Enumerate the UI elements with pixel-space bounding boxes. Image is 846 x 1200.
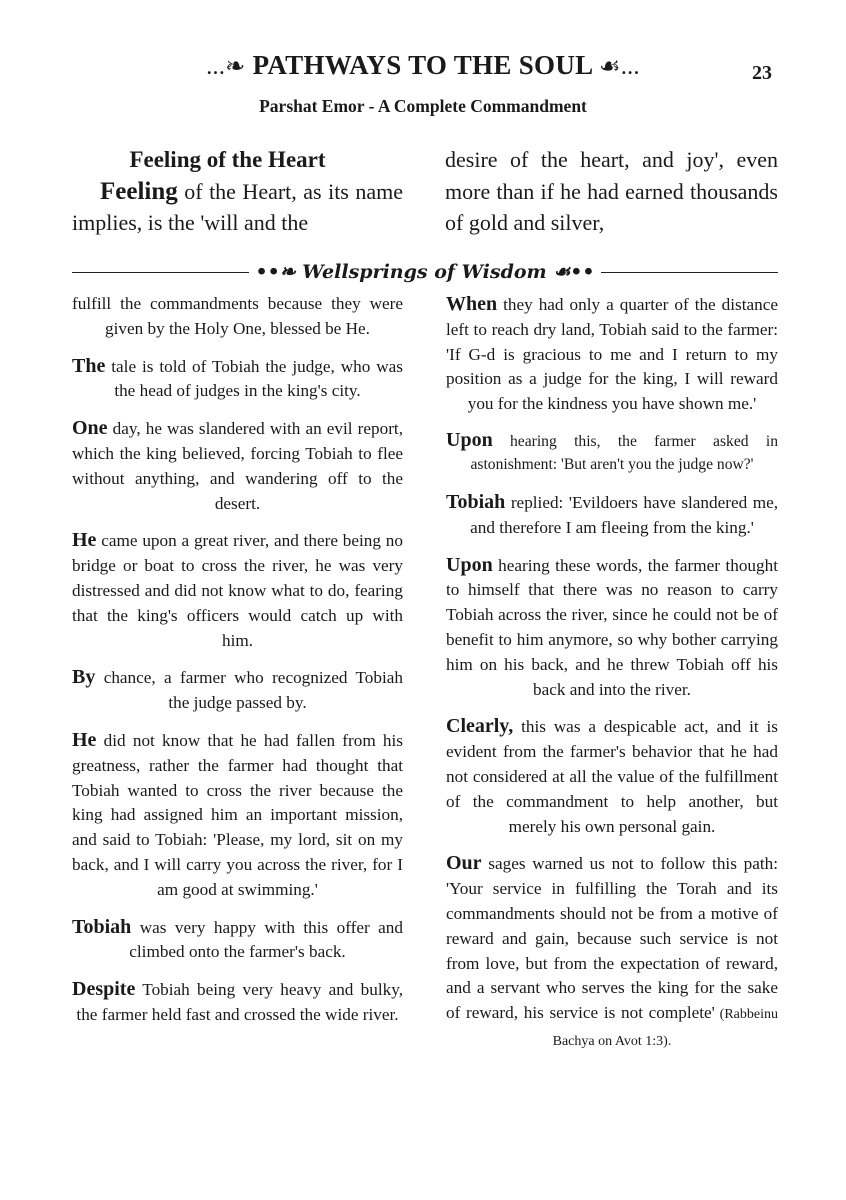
paragraph-text: this was a despicable act, and it is evident from the farmer's behavior that he had not considered at all the value of the fulfillment of the commandment to help another, but merely his own personal gain. (446, 717, 778, 836)
intro-text-left: of the Heart, as its name implies, is the 'will and the (72, 178, 403, 235)
paragraph-text: hearing these words, the farmer thought to himself that there was no reason to carry Tobiah across the river, since he could not be of benefit to him anymore, so why bother carrying him on his back, and he threw Tobiah off his back and into the river. (446, 555, 778, 699)
paragraph (446, 429, 778, 476)
paragraph-lead: Our (446, 852, 482, 875)
right-column (446, 292, 778, 1067)
paragraph-lead: Upon (446, 428, 493, 451)
divider-line-right (601, 272, 778, 273)
paragraph-lead: Despite (72, 978, 136, 1001)
header-ornament-left: ...❧ (206, 54, 246, 80)
paragraph-text: replied: 'Evildoers have slandered me, and therefore I am fleeing from the king.' (470, 492, 778, 537)
paragraph (72, 292, 403, 342)
paragraph (446, 553, 778, 703)
paragraph-lead: Upon (446, 553, 493, 576)
paragraph-text: hearing this, the farmer asked in astonishment: 'But aren't you the judge now?' (470, 432, 778, 473)
paragraph (446, 292, 778, 417)
paragraph (72, 528, 403, 653)
paragraph-text: tale is told of Tobiah the judge, who was the head of judges in the king's city. (105, 356, 403, 401)
section-intro-left (72, 176, 403, 239)
paragraph (72, 728, 403, 903)
paragraph (72, 915, 403, 966)
paragraph-lead: When (446, 293, 498, 315)
paragraph-lead: One (72, 417, 108, 440)
paragraph-text: fulfill the commandments because they were given by the Holy One, blessed be He. (72, 294, 403, 338)
paragraph-text: came upon a great river, and there being no bridge or boat to cross the river, he was very distressed and did not know what to do, fearing that the king's officers would catch up with him. (72, 531, 403, 650)
paragraph-lead: He (72, 728, 97, 751)
paragraph-text: day, he was slandered with an evil report, which the king believed, forcing Tobiah to flee without anything, and wandering off to the desert. (72, 419, 403, 513)
paragraph-lead: Tobiah (446, 490, 506, 513)
book-title: PATHWAYS TO THE SOUL (252, 50, 592, 80)
top-section-right: desire of the heart, and joy', even more than if he had earned thousands of gold and silver, (445, 147, 778, 235)
paragraph-text: did not know that he had fallen from his greatness, rather the farmer had thought that Tobiah wanted to cross the river because the king had assigned him an important mission, and said to Tobiah: 'Please, my lord, sit on my back, and I will carry you across the river, for I am good at swimming.' (72, 730, 403, 899)
paragraph-text: sages warned us not to follow this path: 'Your service in fulfilling the Torah and its commandments should not be from a motive of reward and gain, because such service is not from love, but from the expectation of reward, and a servant who serves the king for the sake of reward, his service is not complete' (446, 854, 778, 1023)
page-number: 23 (752, 62, 772, 84)
header-ornament-right: ☙... (599, 54, 640, 80)
paragraph-lead: Tobiah (72, 915, 132, 938)
paragraph-lead: The (72, 354, 106, 377)
left-column (72, 292, 403, 1040)
paragraph (446, 490, 778, 541)
paragraph (446, 851, 778, 1054)
paragraph-lead: By (72, 666, 96, 689)
top-section-left (72, 144, 403, 239)
divider-label: ••❧ Wellsprings of Wisdom ☙•• (255, 261, 595, 283)
page-header (0, 50, 846, 81)
citation: (Rabbeinu Bachya on Avot 1:3). (552, 1007, 778, 1049)
paragraph (72, 416, 403, 516)
divider-line-left (72, 272, 249, 273)
paragraph (446, 714, 778, 839)
paragraph-text: was very happy with this offer and climbed onto the farmer's back. (129, 917, 403, 962)
intro-lead-word: Feeling (100, 177, 178, 205)
section-divider (72, 258, 778, 286)
paragraph-text: they had only a quarter of the distance left to reach dry land, Tobiah said to the farmer: 'If G-d is gracious to me and I return to my position as a judge for the king, I will reward you for the kindness you have shown me.' (446, 295, 778, 414)
section-heading: Feeling of the Heart (129, 147, 326, 172)
paragraph-text: chance, a farmer who recognized Tobiah the judge passed by. (95, 668, 403, 713)
paragraph (72, 665, 403, 716)
paragraph (72, 354, 403, 405)
paragraph (72, 977, 403, 1028)
paragraph-lead: Clearly, (446, 715, 514, 738)
paragraph-lead: He (72, 529, 97, 552)
chapter-subtitle: Parshat Emor - A Complete Commandment (259, 96, 587, 116)
paragraph-text: Tobiah being very heavy and bulky, the farmer held fast and crossed the wide river. (76, 980, 403, 1024)
